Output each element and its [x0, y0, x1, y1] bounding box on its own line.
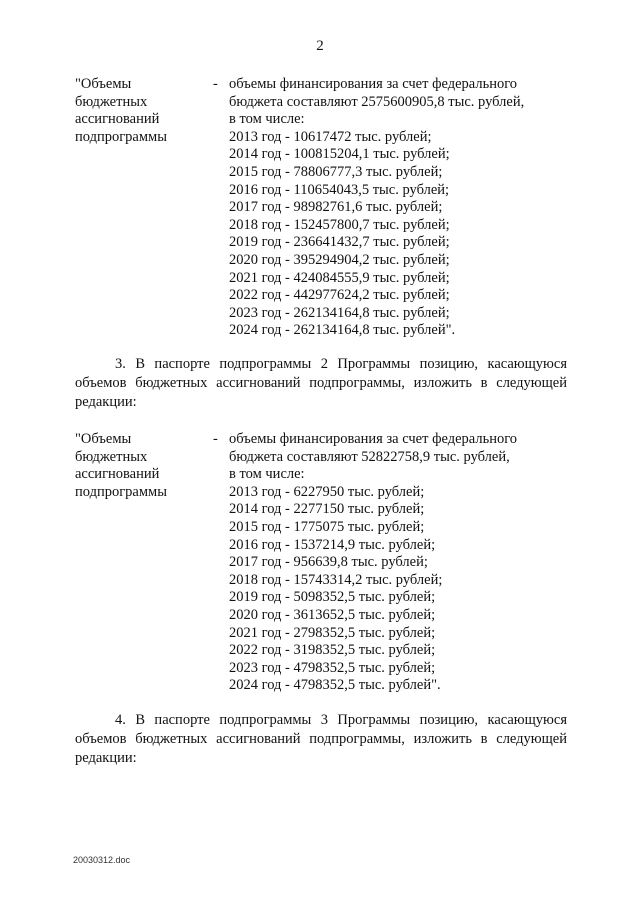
- block-dash: -: [213, 431, 218, 447]
- block-label-line: бюджетных: [75, 448, 148, 465]
- block-label-line: подпрограммы: [75, 128, 167, 145]
- block-label-line: "Объемы: [75, 431, 132, 447]
- block-value-line: 2019 год - 5098352,5 тыс. рублей;: [229, 589, 436, 606]
- block-value-line: 2024 год - 262134164,8 тыс. рублей".: [229, 322, 456, 339]
- page-number: 2: [316, 38, 324, 54]
- block-value-line: объемы финансирования за счет федерального: [229, 431, 518, 447]
- block-value-line: 2014 год - 100815204,1 тыс. рублей;: [229, 146, 450, 163]
- block-value-line: 2013 год - 10617472 тыс. рублей;: [229, 128, 432, 145]
- paragraph-line: редакции:: [75, 393, 137, 410]
- paragraph-line: объемов бюджетных ассигнований подпрограммы, изложить в следующей: [75, 730, 567, 747]
- paragraph-line: редакции:: [75, 749, 137, 766]
- block-label-line: бюджетных: [75, 93, 148, 110]
- document-filename: 20030312.doc: [73, 855, 131, 865]
- block-value-line: 2016 год - 1537214,9 тыс. рублей;: [229, 536, 436, 553]
- paragraph-3: [75, 355, 567, 411]
- block-value-line: объемы финансирования за счет федерального: [229, 76, 518, 92]
- block-value-line: бюджета составляют 52822758,9 тыс. рублей,: [229, 448, 510, 465]
- block-label-line: ассигнований: [75, 466, 160, 483]
- block-value-line: в том числе:: [229, 111, 305, 128]
- block-value-line: 2013 год - 6227950 тыс. рублей;: [229, 483, 425, 500]
- block-value-line: 2017 год - 956639,8 тыс. рублей;: [229, 554, 428, 571]
- block-value-line: 2018 год - 15743314,2 тыс. рублей;: [229, 571, 443, 588]
- block-value-line: 2015 год - 78806777,3 тыс. рублей;: [229, 163, 443, 180]
- block-label-line: подпрограммы: [75, 483, 167, 500]
- block-value-line: 2019 год - 236641432,7 тыс. рублей;: [229, 234, 450, 251]
- block-value-line: 2021 год - 424084555,9 тыс. рублей;: [229, 269, 450, 286]
- block-value-line: 2023 год - 4798352,5 тыс. рублей;: [229, 659, 436, 676]
- paragraph-line: 3. В паспорте подпрограммы 2 Программы позицию, касающуюся: [115, 356, 567, 372]
- block-value-line: 2020 год - 3613652,5 тыс. рублей;: [229, 606, 436, 623]
- block-label: [75, 431, 210, 501]
- block-label-line: "Объемы: [75, 76, 132, 92]
- paragraph-line: объемов бюджетных ассигнований подпрограммы, изложить в следующей: [75, 374, 567, 391]
- paragraph-line: 4. В паспорте подпрограммы 3 Программы позицию, касающуюся: [115, 712, 567, 728]
- block-value-line: 2021 год - 2798352,5 тыс. рублей;: [229, 624, 436, 641]
- block-values: [229, 76, 569, 340]
- block-value-line: 2022 год - 3198352,5 тыс. рублей;: [229, 642, 436, 659]
- block-value-line: 2014 год - 2277150 тыс. рублей;: [229, 501, 425, 518]
- block-value-line: 2017 год - 98982761,6 тыс. рублей;: [229, 199, 443, 216]
- block-value-line: 2018 год - 152457800,7 тыс. рублей;: [229, 216, 450, 233]
- block-value-line: 2015 год - 1775075 тыс. рублей;: [229, 518, 425, 535]
- block-label-line: ассигнований: [75, 111, 160, 128]
- block-value-line: в том числе:: [229, 466, 305, 483]
- block-label: [75, 76, 210, 146]
- block-values: [229, 431, 569, 695]
- paragraph-4: [75, 711, 567, 767]
- block-value-line: 2022 год - 442977624,2 тыс. рублей;: [229, 287, 450, 304]
- block-dash: -: [213, 76, 218, 92]
- block-value-line: 2024 год - 4798352,5 тыс. рублей".: [229, 677, 441, 694]
- block-value-line: 2016 год - 110654043,5 тыс. рублей;: [229, 181, 450, 198]
- block-value-line: 2023 год - 262134164,8 тыс. рублей;: [229, 304, 450, 321]
- block-value-line: 2020 год - 395294904,2 тыс. рублей;: [229, 251, 450, 268]
- block-value-line: бюджета составляют 2575600905,8 тыс. рублей,: [229, 93, 525, 110]
